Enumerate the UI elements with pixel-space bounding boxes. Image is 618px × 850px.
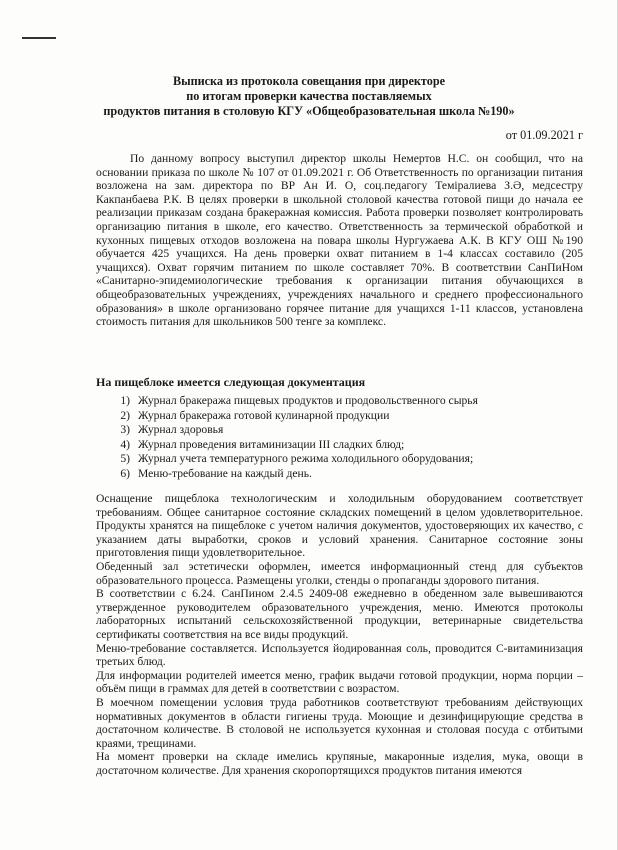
list-item-number: 3) [120,423,130,437]
paragraph-equipment: Оснащение пищеблока технологическим и холодильным оборудованием соответствует требованиям. Общее санитарное состояние складских помещений в целом удовлетворительное. Продукты хранятся на пищеблоке с учетом наличия документов, удостоверяющих их качество, с указанием даты выработки, сроков и условий хранения. Санитарное состояние зоны приготовления пищи удовлетворительное. [96,492,583,560]
title-line-1: Выписка из протокола совещания при директоре [172,74,446,88]
document-title [60,74,558,119]
documentation-list [96,394,478,482]
title-line-2: по итогам проверки качества поставляемых [186,89,432,103]
list-heading: На пищеблоке имеется следующая документация [96,375,366,389]
intro-paragraph: По данному вопросу выступил директор школы Немертов Н.С. он сообщил, что на основании приказа по школе № 107 от 01.09.2021 г. Об Ответственность по организации питания возложена на зам. директора по ВР Ан И. О, соц.педагогу Теміралиева З.Ә, медсестру Какпанбаева Р.К. В целях проверки в школьной столовой качества готовой пищи до начала ее реализации приказам создана бракеражная комиссия. Работа проверки позволяет контролировать организацию питания в школе, его качество. Ответственность за термической обработкой и кухонных пищевых отходов возложена на повара школы Нургужаева А.К. В КГУ ОШ №190 обучается 425 учащихся. На день проверки охват питанием в 1-4 классах составило (205 учащихся). Охват горячим питанием по школе составляет 70%. В соответствии СанПиНом «Санитарно-эпидемиологические требования к организации питания обучающихся в общеобразовательных учреждениях, учреждениях начального и среднего профессионального образования» в школе организовано горячее питание для учащихся 1-11 классов, установлена стоимость питания для школьников 500 тенге за комплекс. [96,152,583,329]
paragraph-menu-requirement: Меню-требование составляется. Используется йодированная соль, проводится С-витаминизация третьих блюд. [96,641,583,669]
list-item-text: Меню-требование на каждый день. [138,466,312,480]
list-item-number: 5) [120,452,130,466]
list-item [96,409,478,424]
list-item-text: Журнал бракеража пищевых продуктов и продовольственного сырья [138,394,478,407]
paragraph-dining-hall: Обеденный зал эстетически оформлен, имеется информационный стенд для субъектов образовательного процесса. Размещены уголки, стенды о пропаганды здорового питания. [96,559,583,587]
paragraph-warehouse: На момент проверки на складе имелись крупяные, макаронные изделия, мука, овощи в достаточном количестве. Для хранения скоропортящихся продуктов питания имеются [96,750,583,777]
list-item [96,452,478,467]
document-date: от 01.09.2021 г [505,128,583,142]
list-item [96,438,478,453]
list-item [96,394,478,409]
body-text [96,492,583,777]
paragraph-parents-info: Для информации родителей имеется меню, график выдачи готовой продукции, норма порции – объём пищи в граммах для детей в соответствии с возрастом. [96,668,583,696]
title-line-3: продуктов питания в столовую КГУ «Общеобразовательная школа №190» [103,104,515,118]
paragraph-sanpin-menu: В соответствии с 6.24. СанПином 2.4.5 2409-08 ежедневно в обеденном зале вывешиваются утвержденное руководителем образовательного учреждения, меню. Имеются протоколы лабораторных испытаний сельскохозяйственной продукции, ветеринарные свидетельства сертификаты соответствия на все виды продукций. [96,587,583,641]
list-item-text: Журнал учета температурного режима холодильного оборудования; [138,452,474,466]
list-item-text: Журнал бракеража готовой кулинарной продукции [138,408,390,422]
list-item [96,423,478,438]
list-item-text: Журнал здоровья [138,423,224,437]
list-item-text: Журнал проведения витаминизации III сладких блюд; [138,437,405,451]
list-item-number: 4) [120,437,130,451]
list-item-number: 2) [120,408,130,422]
paragraph-washing-room: В моечном помещении условия труда работников соответствуют требованиям действующих нормативных документов в области гигиены труда. Моющие и дезинфицирующие средства в достаточном количестве. В столовой не используется кухонная и столовая посуда с отбитыми краями, трещинами. [96,695,583,750]
list-item-number: 6) [120,466,130,480]
corner-mark [22,37,56,39]
list-item-number: 1) [120,394,130,407]
list-item [96,467,478,482]
